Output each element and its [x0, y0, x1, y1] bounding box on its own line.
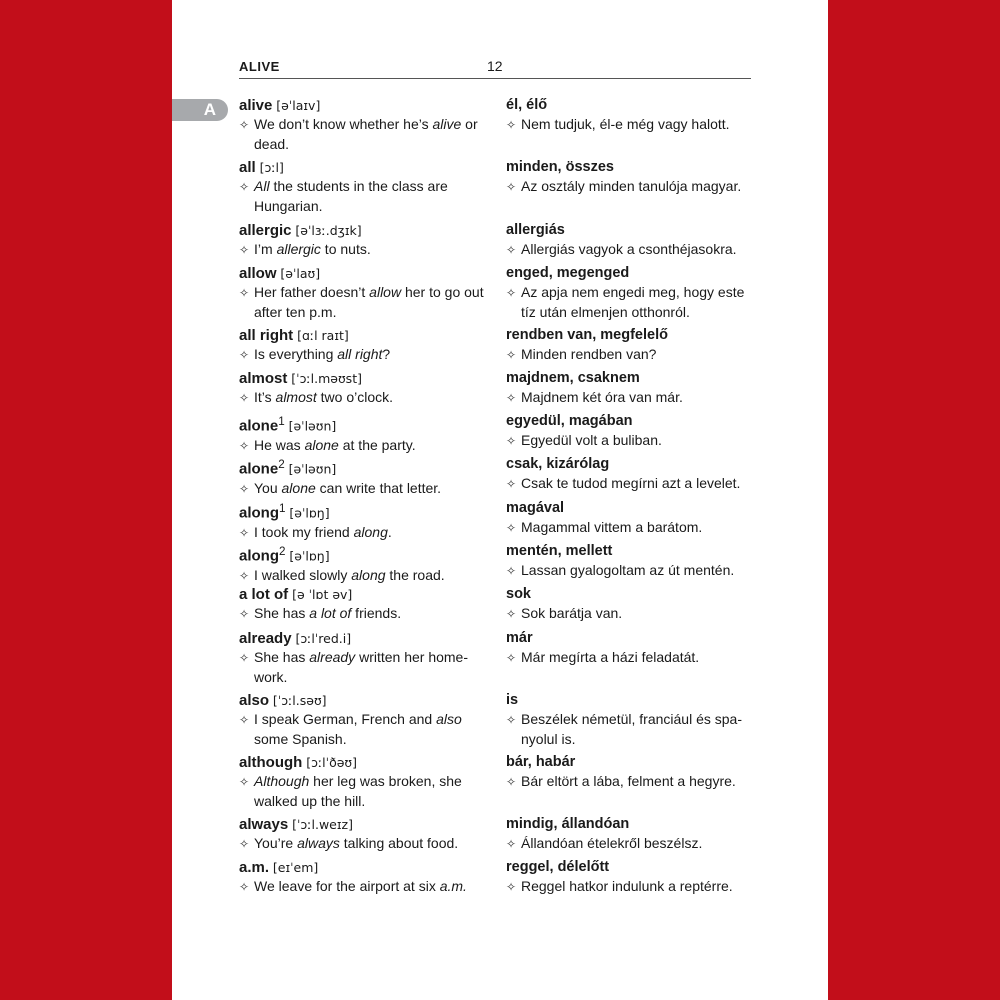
example-star-icon: ✧ [239, 286, 250, 300]
headword: alone [239, 460, 279, 478]
example-text: at the party. [338, 436, 416, 453]
translation: egyedül, magában [506, 413, 633, 429]
pronunciation: [ɑːl raɪt] [297, 328, 349, 343]
example-star-icon: ✧ [239, 525, 250, 540]
homonym-number: 2 [279, 545, 286, 558]
headword: already [239, 630, 292, 647]
translated-example-text: Minden rendben van? [521, 346, 657, 362]
translation: allergiás [506, 222, 565, 238]
translated-example-text: Az apja nem engedi meg, hogy este tíz után elmenjen otthonról. [521, 284, 745, 320]
headword-line [239, 221, 489, 240]
example-star-icon: ✧ [239, 568, 250, 583]
example-star-icon: ✧ [506, 243, 517, 257]
example-sentence [239, 566, 489, 586]
example-keyword: along [353, 523, 388, 540]
example-star-icon: ✧ [506, 348, 517, 362]
example-keyword: alive [432, 116, 462, 132]
example-sentence [239, 648, 489, 687]
entry-hungarian [506, 455, 756, 494]
translation: rendben van, megfelelő [506, 327, 668, 343]
translated-example-text: Csak te tudod megírni azt a levelet. [521, 475, 741, 491]
pronunciation: [əˈlaɪv] [276, 98, 321, 113]
entry-english [239, 326, 489, 365]
translation: él, élő [506, 97, 548, 113]
translated-example [506, 710, 756, 749]
translated-example [506, 240, 756, 260]
example-star-icon: ✧ [506, 286, 517, 300]
example-star-icon: ✧ [239, 180, 250, 194]
entry-english [239, 542, 489, 586]
entry-english [239, 585, 489, 624]
entry-hungarian [506, 264, 756, 322]
example-text: She has [254, 605, 310, 621]
example-sentence [239, 523, 489, 543]
pronunciation: [ɔːl] [259, 160, 284, 175]
translation: reggel, délelőtt [506, 859, 610, 875]
example-sentence [239, 115, 489, 154]
pronunciation: [əˈlɒŋ] [289, 505, 330, 521]
example-sentence [239, 436, 489, 456]
example-text: the students in the class are Hungarian. [254, 178, 448, 214]
entry-english [239, 858, 489, 897]
example-keyword: a lot of [309, 605, 352, 621]
example-text: I took my friend [254, 523, 354, 540]
headword-line [239, 326, 489, 345]
example-text: I walked slowly [254, 566, 352, 583]
example-star-icon: ✧ [506, 607, 517, 621]
headword: all [239, 159, 256, 176]
headword-line [239, 499, 489, 523]
example-sentence [239, 834, 489, 854]
example-star-icon: ✧ [239, 607, 250, 621]
translated-example [506, 834, 756, 854]
translation: mentén, mellett [506, 543, 613, 559]
example-keyword: alone [281, 479, 316, 496]
headword-line [239, 158, 489, 177]
example-keyword: almost [275, 389, 317, 405]
pronunciation: [əˈləʊn] [288, 418, 337, 434]
example-text: . [387, 523, 392, 540]
entry-english [239, 629, 489, 687]
entry-english [239, 412, 489, 456]
entry-hungarian [506, 753, 756, 792]
example-sentence [239, 283, 489, 322]
example-sentence [239, 388, 489, 408]
headword-line [239, 542, 489, 566]
pronunciation: [əˈlaʊ] [280, 266, 321, 281]
headword-line [239, 858, 489, 877]
headword-line [239, 264, 489, 283]
headword: also [239, 692, 270, 709]
translation: csak, kizárólag [506, 456, 610, 472]
headword: allow [239, 265, 277, 282]
translated-example-text: Állandóan ételekről beszélsz. [521, 835, 703, 851]
pronunciation: [ˈɔːl.məʊst] [291, 371, 362, 386]
example-text: He was [254, 436, 305, 453]
entry-hungarian [506, 326, 756, 365]
pronunciation: [eɪˈem] [272, 860, 319, 875]
entry-hungarian [506, 221, 756, 260]
example-text: written her home-work. [254, 649, 469, 685]
headword-line [239, 412, 489, 436]
example-keyword: All [254, 178, 270, 194]
example-keyword: along [351, 566, 386, 583]
translated-example [506, 431, 756, 451]
example-keyword: alone [304, 436, 339, 453]
translated-example-text: Magammal vittem a barátom. [521, 519, 703, 535]
translated-example-text: Beszélek németül, franciául és spa-nyolul is. [521, 711, 742, 747]
example-keyword: allow [369, 284, 402, 300]
translated-example-text: Sok barátja van. [521, 605, 623, 621]
example-keyword: allergic [276, 241, 321, 257]
headword: always [239, 816, 289, 833]
headword: all right [239, 327, 294, 344]
example-keyword: a.m. [439, 878, 467, 894]
translated-example-text: Lassan gyalogoltam az út mentén. [521, 562, 735, 578]
translated-example-text: Már megírta a házi feladatát. [521, 649, 700, 665]
example-star-icon: ✧ [506, 477, 517, 491]
example-sentence [239, 772, 489, 811]
entry-hungarian [506, 629, 756, 668]
entry-hungarian [506, 815, 756, 854]
pronunciation: [əˈlɒŋ] [289, 548, 330, 564]
translated-example [506, 604, 756, 624]
entry-english [239, 158, 489, 216]
example-sentence [239, 604, 489, 624]
headword-line [239, 96, 489, 115]
headword: alone [239, 417, 279, 435]
example-text: two o’clock. [316, 389, 394, 405]
entry-english [239, 691, 489, 749]
translated-example-text: Reggel hatkor indulunk a reptérre. [521, 878, 733, 894]
example-star-icon: ✧ [239, 348, 250, 362]
guide-word: ALIVE [239, 59, 280, 74]
translation: magával [506, 500, 565, 516]
pronunciation: [əˈləʊn] [288, 461, 337, 477]
example-text: her leg was broken, she walked up the hill. [254, 773, 462, 809]
example-sentence [239, 240, 489, 260]
example-star-icon: ✧ [506, 391, 517, 405]
entry-english [239, 815, 489, 854]
example-sentence [239, 710, 489, 749]
example-star-icon: ✧ [239, 775, 250, 789]
entry-english [239, 753, 489, 811]
headword-line [239, 455, 489, 479]
headword-line [239, 629, 489, 648]
example-keyword: Although [254, 773, 310, 789]
translation: már [506, 630, 533, 646]
page-number: 12 [487, 58, 503, 74]
headword: along [239, 504, 279, 522]
example-sentence [239, 177, 489, 216]
homonym-number: 1 [279, 502, 286, 515]
example-star-icon: ✧ [506, 651, 517, 665]
example-star-icon: ✧ [239, 713, 250, 727]
translated-example-text: Nem tudjuk, él-e még vagy halott. [521, 116, 730, 132]
example-text: Is everything [254, 346, 338, 362]
example-text: I speak German, French and [254, 711, 437, 727]
entry-english [239, 369, 489, 408]
example-keyword: also [436, 711, 462, 727]
example-text: She has [254, 649, 310, 665]
example-star-icon: ✧ [506, 880, 517, 894]
example-star-icon: ✧ [239, 438, 250, 453]
example-star-icon: ✧ [239, 880, 250, 894]
translated-example [506, 283, 756, 322]
translation: minden, összes [506, 159, 614, 175]
entry-hungarian [506, 542, 756, 581]
example-text: friends. [351, 605, 402, 621]
translated-example [506, 345, 756, 365]
entry-english [239, 96, 489, 154]
entry-hungarian [506, 412, 756, 451]
example-text: her to go out after ten p.m. [254, 284, 484, 320]
entry-hungarian [506, 96, 756, 135]
example-text: It’s [254, 389, 276, 405]
pronunciation: [ə ˈlɒt əv] [292, 587, 353, 602]
translated-example [506, 772, 756, 792]
translated-example [506, 115, 756, 135]
headword-line [239, 691, 489, 710]
entry-hungarian [506, 369, 756, 408]
example-text: talking about food. [339, 835, 459, 851]
translation: mindig, állandóan [506, 816, 630, 832]
example-star-icon: ✧ [239, 481, 250, 496]
homonym-number: 2 [278, 458, 285, 471]
translated-example [506, 648, 756, 668]
translation: enged, megenged [506, 265, 630, 281]
translated-example [506, 518, 756, 538]
example-star-icon: ✧ [506, 118, 517, 132]
example-star-icon: ✧ [239, 243, 250, 257]
example-star-icon: ✧ [506, 713, 517, 727]
translated-example [506, 177, 756, 197]
entry-hungarian [506, 158, 756, 197]
example-star-icon: ✧ [506, 434, 517, 448]
headword: a.m. [239, 859, 270, 876]
entry-hungarian [506, 691, 756, 749]
example-sentence [239, 479, 489, 499]
example-star-icon: ✧ [506, 837, 517, 851]
example-text: I’m [254, 241, 277, 257]
letter-tab-label: A [203, 100, 216, 119]
example-keyword: all right [337, 346, 383, 362]
headword: almost [239, 370, 288, 387]
pronunciation: [ˈɔːl.weɪz] [292, 817, 353, 832]
entry-english [239, 264, 489, 322]
homonym-number: 1 [278, 415, 285, 428]
pronunciation: [ɔːlˈðəʊ] [306, 755, 358, 770]
headword: along [239, 547, 279, 565]
example-text: You’re [254, 835, 298, 851]
example-star-icon: ✧ [239, 837, 250, 851]
entry-english [239, 499, 489, 543]
example-star-icon: ✧ [239, 391, 250, 405]
example-text: the road. [385, 566, 445, 583]
example-star-icon: ✧ [506, 564, 517, 578]
example-text: to nuts. [320, 241, 371, 257]
example-text: some Spanish. [254, 731, 347, 747]
entry-english [239, 221, 489, 260]
example-keyword: already [309, 649, 356, 665]
example-text: We don’t know whether he’s [254, 116, 433, 132]
translated-example [506, 388, 756, 408]
example-star-icon: ✧ [506, 180, 517, 194]
example-sentence [239, 877, 489, 897]
translation: is [506, 692, 519, 708]
example-star-icon: ✧ [506, 775, 517, 789]
translation: bár, habár [506, 754, 576, 770]
pronunciation: [ˈɔːl.səʊ] [272, 693, 327, 708]
headword: a lot of [239, 586, 289, 603]
example-text: ? [382, 346, 391, 362]
example-text: We leave for the airport at six [254, 878, 440, 894]
example-star-icon: ✧ [506, 521, 517, 535]
pronunciation: [əˈlɜː.dʒɪk] [295, 223, 362, 238]
translated-example-text: Allergiás vagyok a csonthéjasokra. [521, 241, 737, 257]
example-keyword: always [297, 835, 340, 851]
entry-english [239, 455, 489, 499]
translation: majdnem, csaknem [506, 370, 640, 386]
translated-example-text: Bár eltört a lába, felment a hegyre. [521, 773, 736, 789]
headword-line [239, 753, 489, 772]
example-star-icon: ✧ [239, 118, 250, 132]
entry-hungarian [506, 499, 756, 538]
translated-example-text: Egyedül volt a buliban. [521, 432, 662, 448]
translated-example [506, 474, 756, 494]
example-text: You [254, 479, 282, 496]
pronunciation: [ɔːlˈred.i] [295, 631, 352, 646]
entry-hungarian [506, 858, 756, 897]
example-text: or dead. [254, 116, 478, 152]
headword-line [239, 585, 489, 604]
headword: although [239, 754, 303, 771]
headword-line [239, 815, 489, 834]
translated-example-text: Az osztály minden tanulója magyar. [521, 178, 742, 194]
headword: allergic [239, 222, 292, 239]
headword: alive [239, 97, 273, 114]
headword-line [239, 369, 489, 388]
translated-example [506, 561, 756, 581]
example-text: can write that letter. [315, 479, 442, 496]
translated-example-text: Majdnem két óra van már. [521, 389, 683, 405]
example-sentence [239, 345, 489, 365]
example-text: Her father doesn’t [254, 284, 370, 300]
entry-hungarian [506, 585, 756, 624]
translated-example [506, 877, 756, 897]
translation: sok [506, 586, 531, 602]
example-star-icon: ✧ [239, 651, 250, 665]
